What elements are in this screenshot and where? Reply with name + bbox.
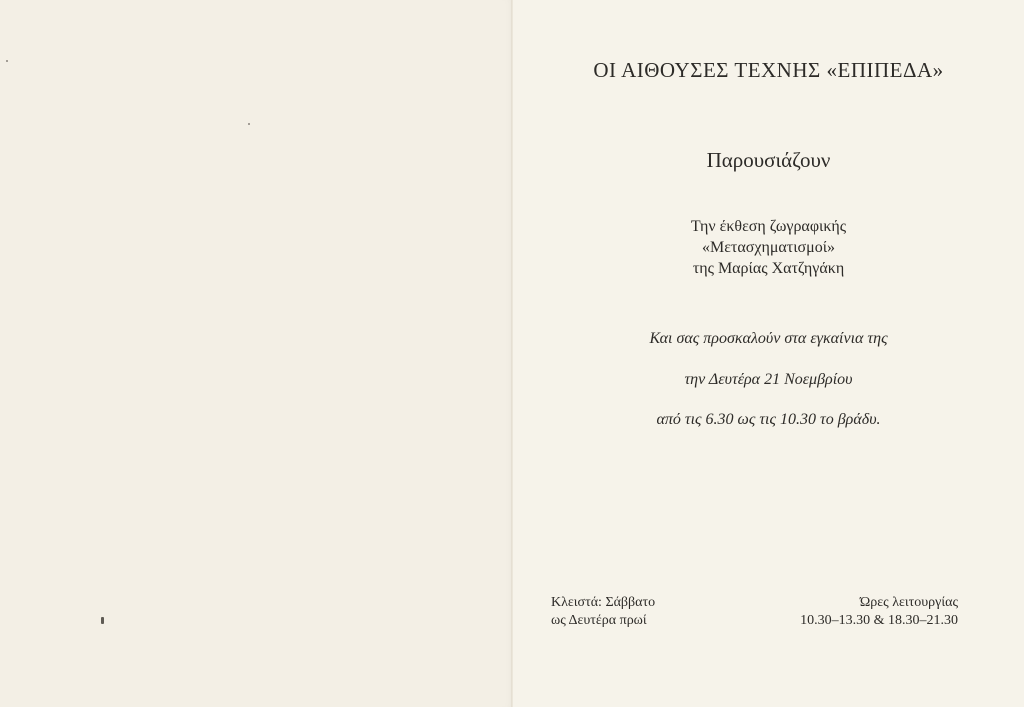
artist-line: της Μαρίας Χατζηγάκη	[692, 260, 845, 277]
gallery-title: ΟΙ ΑΙΘΟΥΣΕΣ ΤΕΧΝΗΣ «ΕΠΙΠΕΔΑ»	[593, 58, 944, 82]
exhibition-line: Την έκθεση ζωγραφικής	[690, 218, 847, 235]
paper-mark	[101, 617, 104, 624]
closed-line: Κλειστά: Σάββατο	[551, 595, 656, 610]
opening-date: την Δευτέρα 21 Νοεμβρίου	[684, 371, 853, 388]
opening-hours	[800, 594, 958, 630]
closed-days	[551, 594, 655, 630]
scan-margin	[0, 707, 1024, 721]
paper-speck	[6, 60, 8, 62]
hours-value: 10.30–13.30 & 18.30–21.30	[800, 613, 958, 628]
presents-heading: Παρουσιάζουν	[706, 148, 831, 172]
opening-time: από τις 6.30 ως τις 10.30 το βράδυ.	[656, 411, 881, 428]
paper-speck	[248, 123, 250, 125]
exhibition-name: «Μετασχηματισμοί»	[701, 239, 836, 256]
hours-label: Ώρες λειτουργίας	[859, 595, 958, 610]
exhibition-block	[513, 216, 1024, 279]
left-blank-page	[0, 0, 513, 707]
invite-line: Και σας προσκαλούν στα εγκαίνια της	[649, 330, 888, 347]
closed-line: ως Δευτέρα πρωί	[551, 613, 647, 628]
